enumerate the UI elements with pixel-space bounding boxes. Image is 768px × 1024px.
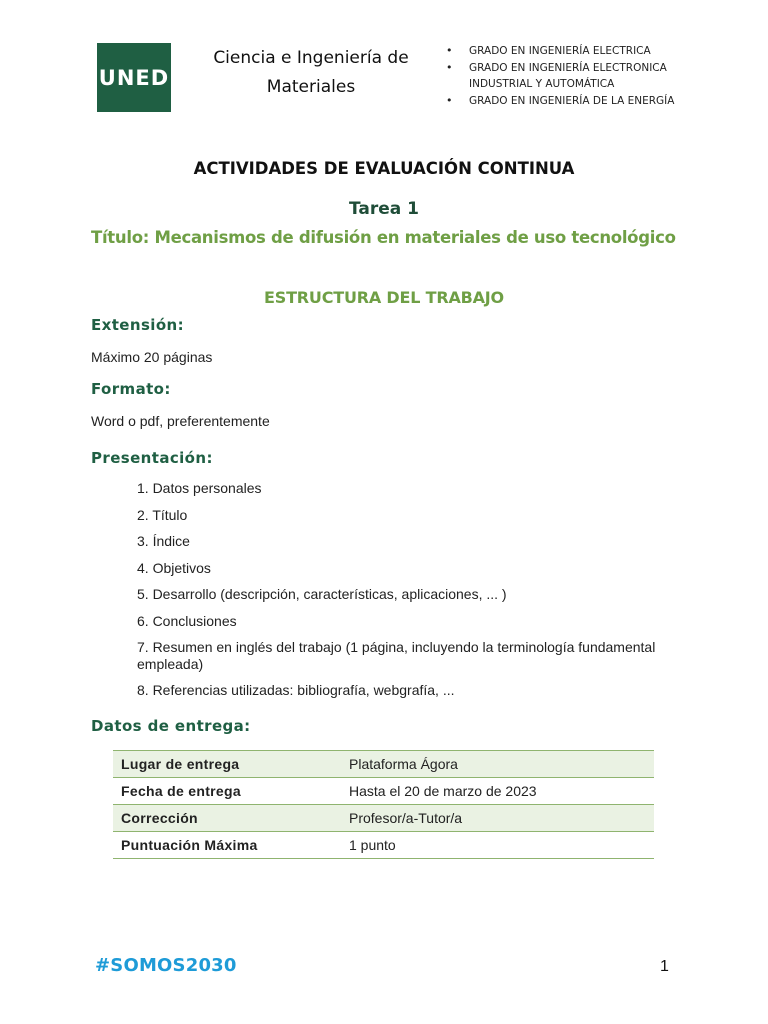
format-heading: Formato:	[91, 380, 171, 398]
table-row	[113, 778, 654, 805]
extension-heading: Extensión:	[91, 316, 184, 334]
row-label: Puntuación Máxima	[121, 837, 258, 853]
table-row	[113, 751, 654, 778]
table-row	[113, 832, 654, 859]
row-label: Lugar de entrega	[121, 756, 240, 772]
document-title: Título: Mecanismos de difusión en materiales de uso tecnológico	[91, 228, 676, 247]
list-item: 7. Resumen en inglés del trabajo (1 página, incluyendo la terminología fundamental empleada)	[137, 639, 656, 672]
degree-item: • GRADO EN INGENIERÍA ELECTRICA	[446, 43, 686, 60]
row-value: Hasta el 20 de marzo de 2023	[349, 783, 537, 799]
delivery-table	[113, 750, 654, 859]
row-value: 1 punto	[349, 837, 396, 853]
page-number: 1	[660, 958, 669, 975]
course-title: Ciencia e Ingeniería de Materiales	[213, 48, 409, 97]
list-item: 1. Datos personales	[137, 480, 262, 496]
row-value: Profesor/a-Tutor/a	[349, 810, 463, 826]
section-title: ESTRUCTURA DEL TRABAJO	[264, 288, 504, 307]
list-item: 6. Conclusiones	[137, 612, 237, 629]
row-label: Corrección	[121, 810, 198, 826]
page-title: ACTIVIDADES DE EVALUACIÓN CONTINUA	[193, 159, 575, 178]
degree-list	[446, 43, 686, 109]
row-label: Fecha de entrega	[121, 783, 241, 799]
somos2030-hashtag: #SOMOS2030	[95, 955, 237, 976]
presentation-heading: Presentación:	[91, 449, 213, 467]
list-item: 8. Referencias utilizadas: bibliografía, webgrafía, ...	[137, 682, 455, 698]
task-title: Tarea 1	[348, 199, 419, 219]
uned-logo: UNED	[97, 43, 171, 112]
extension-text: Máximo 20 páginas	[91, 349, 213, 365]
list-item: 5. Desarrollo (descripción, características, aplicaciones, ... )	[137, 586, 507, 602]
table-row	[113, 805, 654, 832]
degree-item: • GRADO EN INGENIERÍA DE LA ENERGÍA	[446, 93, 686, 110]
list-item: 2. Título	[137, 506, 188, 523]
format-text: Word o pdf, preferentemente	[91, 413, 270, 429]
list-item: 4. Objetivos	[137, 559, 211, 576]
presentation-list	[137, 480, 657, 709]
list-item: 3. Índice	[137, 533, 190, 549]
degree-item: • GRADO EN INGENIERÍA ELECTRONICA INDUSTRIAL Y AUTOMÁTICA	[446, 60, 686, 93]
row-value: Plataforma Ágora	[349, 756, 458, 772]
delivery-heading: Datos de entrega:	[91, 717, 251, 735]
